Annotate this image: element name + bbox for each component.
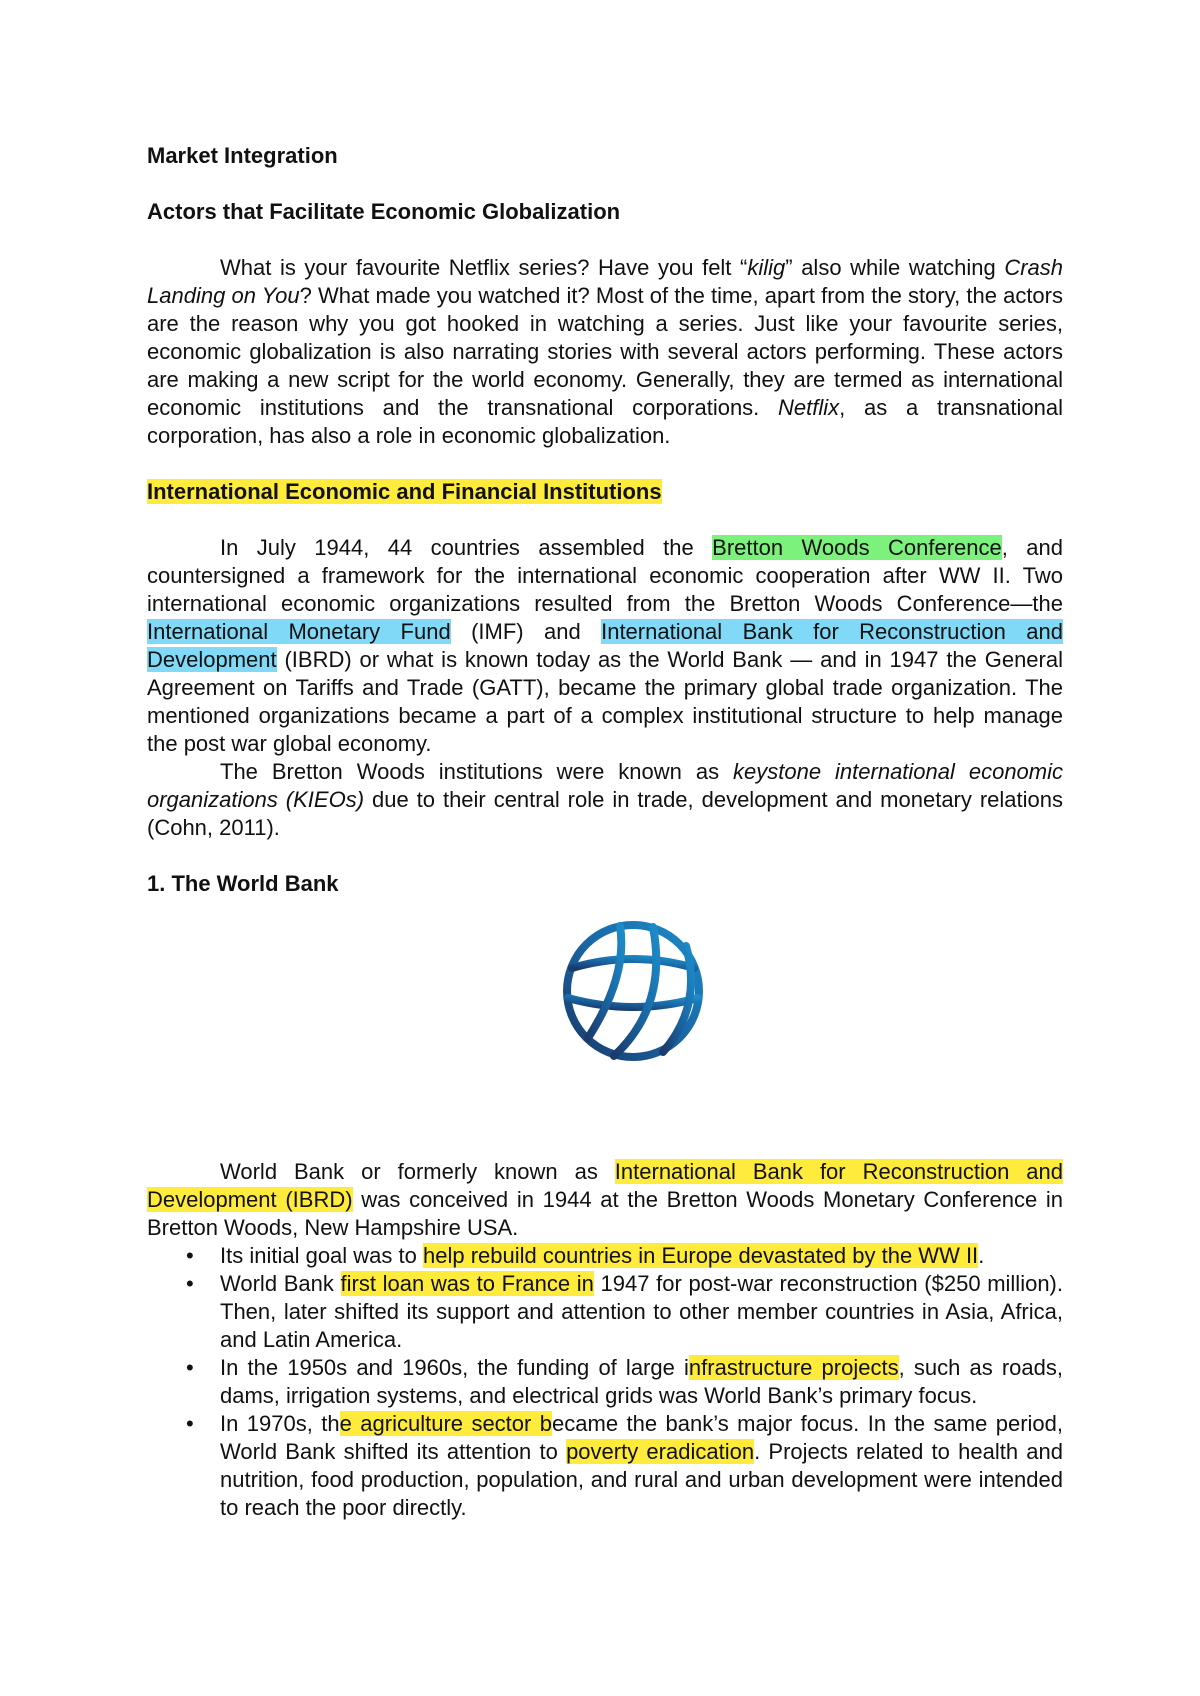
- list-item: • In the 1950s and 1960s, the funding of large infrastructure projects, such as roads, dams, irrigation systems, and electrical grids was World Bank’s primary focus.: [186, 1355, 1064, 1408]
- spacer: [147, 506, 1063, 534]
- kieo-paragraph: The Bretton Woods institutions were known as keystone international economic organizations (KIEOs) due to their central role in trade, development and monetary relations (Cohn, 2011).: [147, 759, 1064, 840]
- highlight-text: first loan was to France in: [340, 1271, 594, 1296]
- highlight-imf: International Monetary Fund: [147, 619, 451, 644]
- globe-logo-icon: [558, 916, 708, 1066]
- list-item: • In 1970s, the agriculture sector became the bank’s major focus. In the same period, World Bank shifted its attention to poverty eradication. Projects related to health and nutrition, food production, population, and rural and urban development were intended to reach the poor directly.: [186, 1411, 1064, 1520]
- world-bank-bullet-list: [147, 1242, 1063, 1522]
- netflix-term: Netflix: [778, 395, 840, 420]
- spacer: [147, 170, 1063, 198]
- section-heading-institutions: International Economic and Financial Institutions: [147, 479, 662, 504]
- highlight-bretton-woods: Bretton Woods Conference: [712, 535, 1002, 560]
- highlight-ibrd: International Bank for Reconstruction and Development: [147, 619, 1063, 672]
- highlight-text: poverty eradication: [566, 1439, 755, 1464]
- spacer: [147, 450, 1063, 478]
- bullet-marker: •: [186, 1271, 194, 1296]
- spacer: [147, 226, 1063, 254]
- kilig-term: kilig: [747, 255, 786, 280]
- list-item: • Its initial goal was to help rebuild countries in Europe devastated by the WW II.: [186, 1243, 985, 1268]
- list-item: • World Bank first loan was to France in 1947 for post-war reconstruction ($250 million). Then, later shifted its support and attention to other member countries in Asia, Africa, and Latin America.: [186, 1271, 1063, 1352]
- bullet-marker: •: [186, 1411, 194, 1436]
- highlight-text: nfrastructure projects: [688, 1355, 899, 1380]
- world-bank-logo-figure: [147, 898, 1063, 1158]
- highlight-text: help rebuild countries in Europe devastated by the WW II: [422, 1243, 979, 1268]
- world-bank-paragraph: World Bank or formerly known as International Bank for Reconstruction and Development (IBRD) was conceived in 1944 at the Bretton Woods Monetary Conference in Bretton Woods, New Hampshire USA.: [147, 1159, 1063, 1240]
- document-body: [147, 142, 1063, 1522]
- bullet-marker: •: [186, 1355, 194, 1380]
- kieo-term: keystone international economic organizations (KIEOs): [147, 759, 1064, 812]
- bullet-marker: •: [186, 1243, 194, 1268]
- document-title: Market Integration: [147, 143, 338, 168]
- intro-paragraph: What is your favourite Netflix series? Have you felt “kilig” also while watching Crash Landing on You? What made you watched it? Most of the time, apart from the story, the actors are the reason why you got hooked in watching a series. Just like your favourite series, economic globalization is also narrating stories with several actors performing. These actors are making a new script for the world economy. Generally, they are termed as international economic institutions and the transnational corporations. Netflix, as a transnational corporation, has also a role in economic globalization.: [147, 255, 1063, 448]
- bretton-woods-paragraph: In July 1944, 44 countries assembled the Bretton Woods Conference, and countersigned a framework for the international economic cooperation after WW II. Two international economic organizations resulted from the Bretton Woods Conference—the International Monetary Fund (IMF) and International Bank for Reconstruction and Development (IBRD) or what is known today as the World Bank — and in 1947 the General Agreement on Tariffs and Trade (GATT), became the primary global trade organization. The mentioned organizations became a part of a complex institutional structure to help manage the post war global economy.: [147, 535, 1064, 756]
- spacer: [147, 842, 1063, 870]
- document-subtitle: Actors that Facilitate Economic Globalization: [147, 199, 621, 224]
- highlight-ibrd-name: International Bank for Reconstruction and Development (IBRD): [147, 1159, 1063, 1212]
- section-heading-world-bank: 1. The World Bank: [147, 871, 339, 896]
- show-title: Crash Landing on You: [147, 255, 1063, 308]
- highlight-text: e agriculture sector b: [339, 1411, 553, 1436]
